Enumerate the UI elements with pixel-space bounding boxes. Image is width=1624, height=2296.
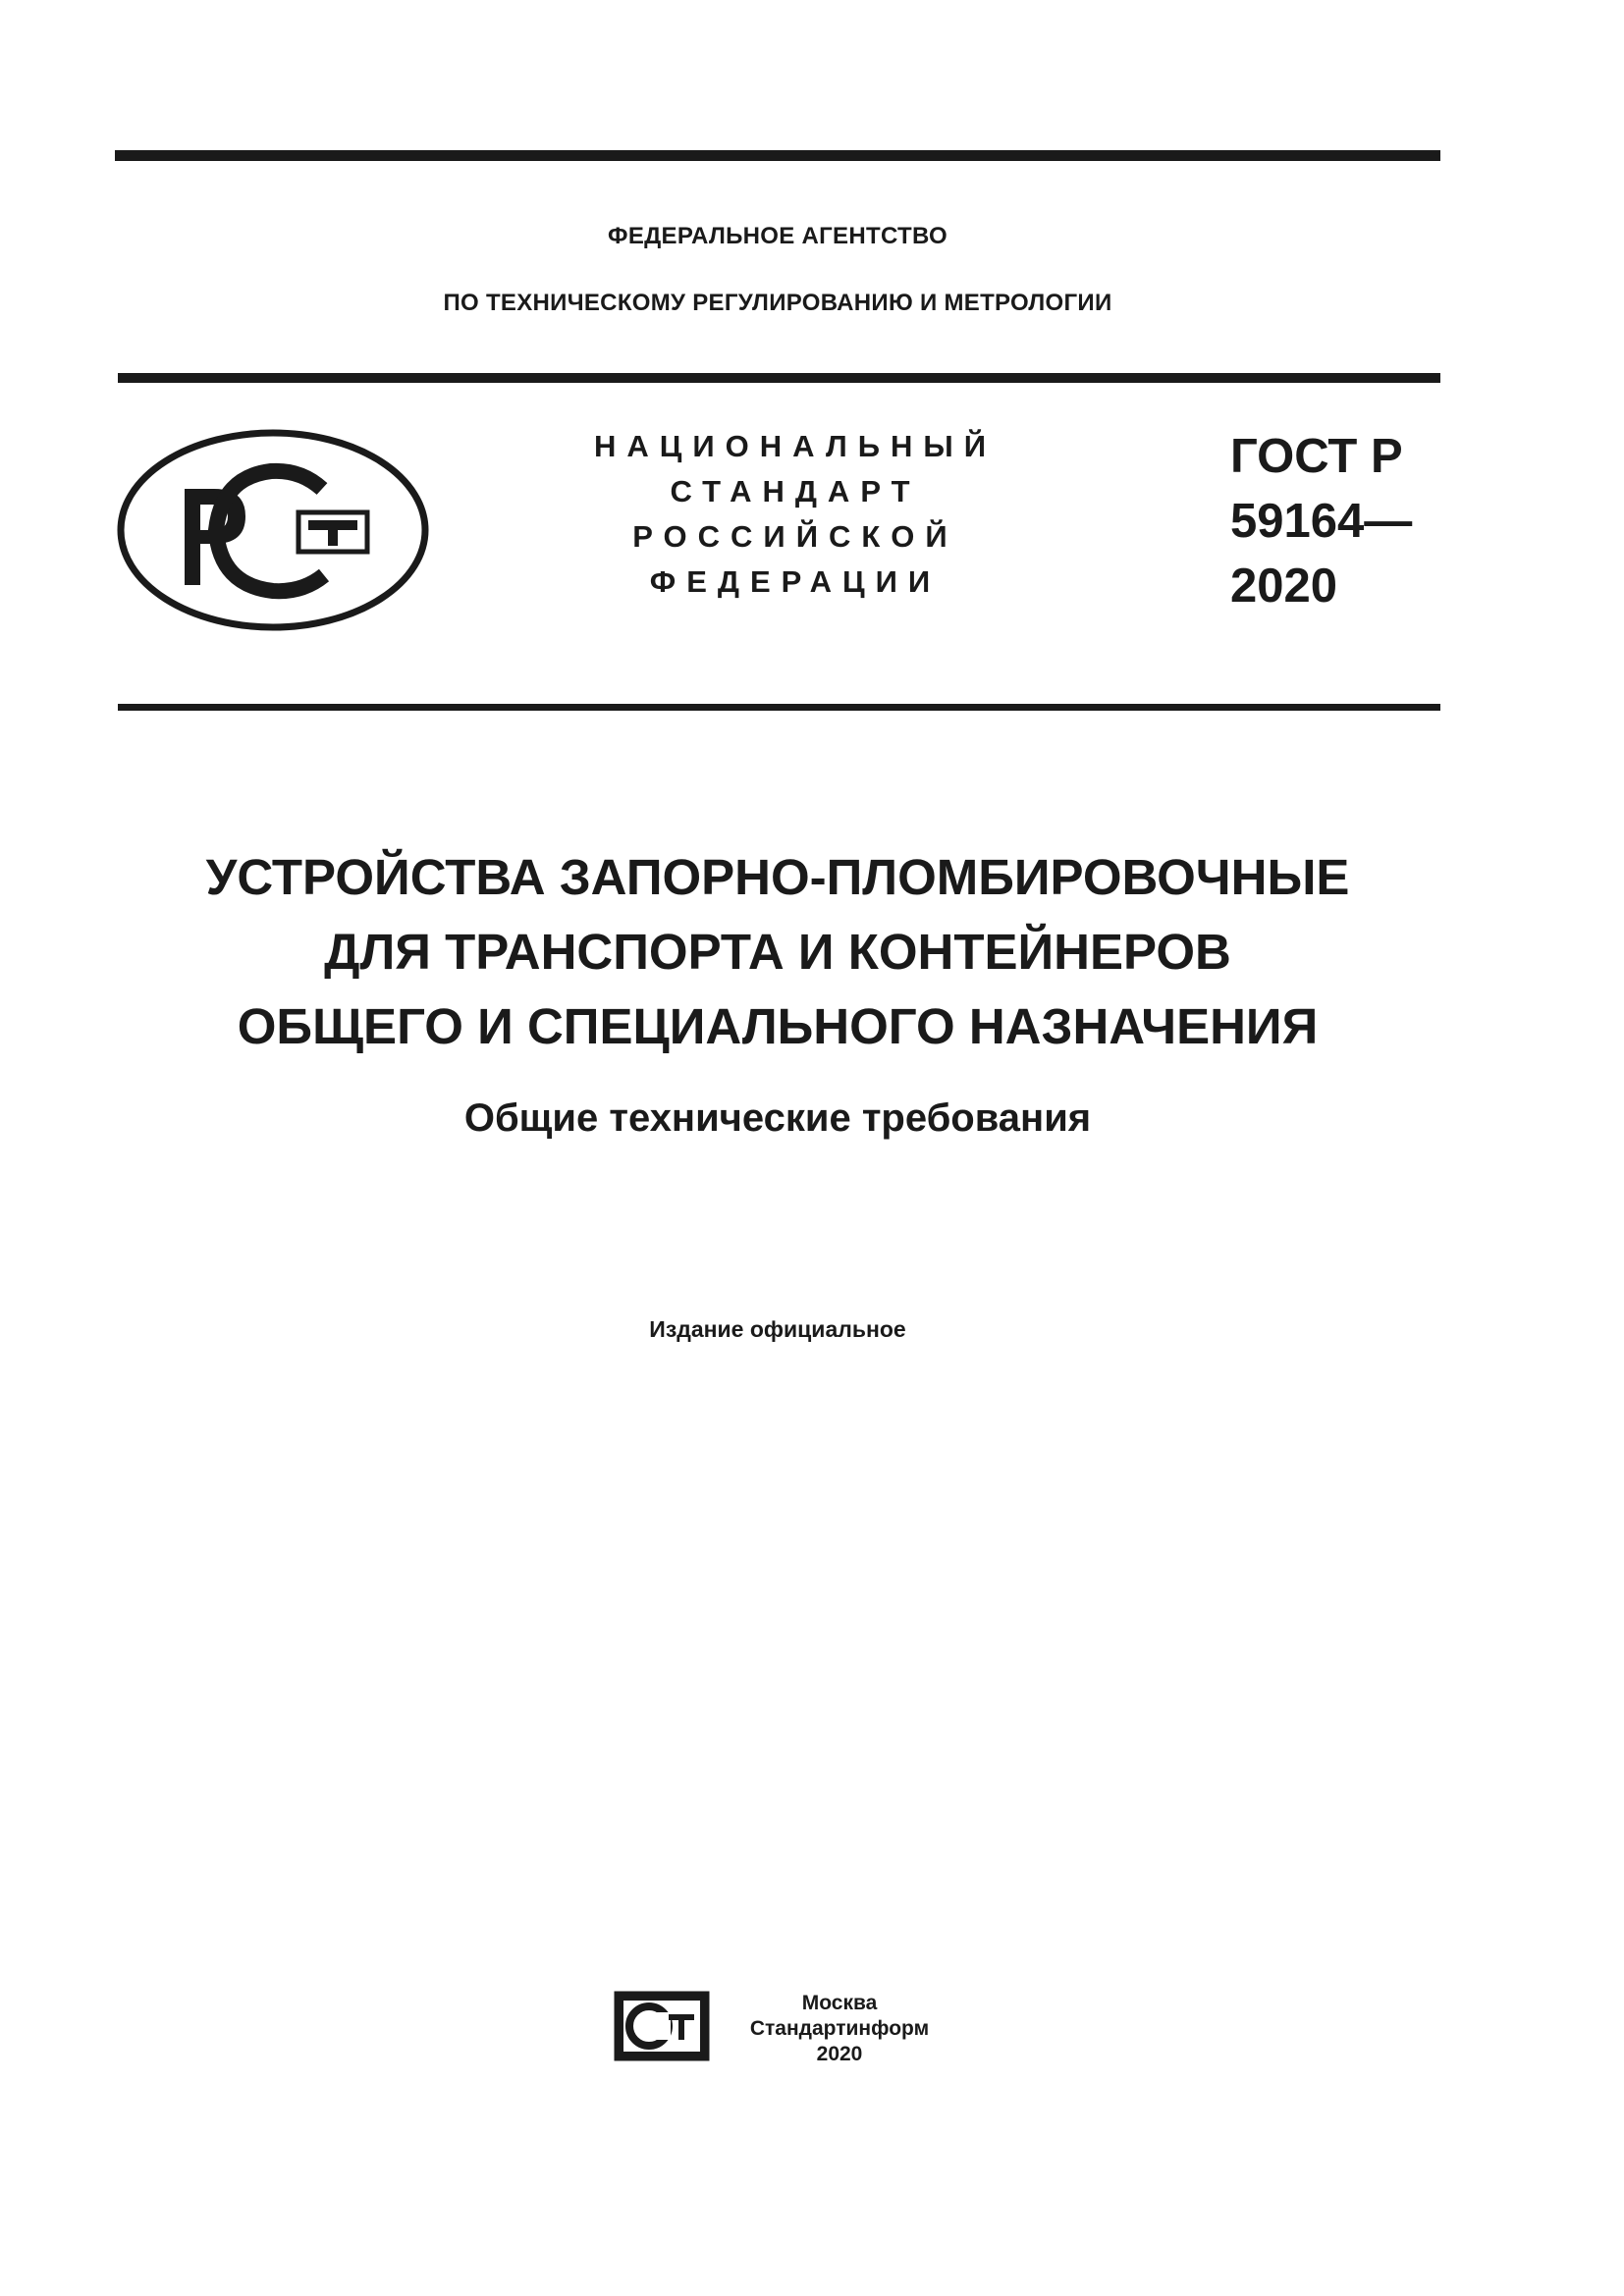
publisher-year: 2020: [816, 2043, 863, 2065]
national-standard-block: [550, 424, 1041, 605]
title-line: ДЛЯ ТРАНСПОРТА И КОНТЕЙНЕРОВ: [324, 924, 1231, 980]
national-standard-line: ФЕДЕРАЦИИ: [649, 564, 942, 599]
agency-line-1: ФЕДЕРАЛЬНОЕ АГЕНТСТВО: [608, 223, 947, 249]
document-subtitle: Общие технические требования: [463, 1096, 1092, 1140]
designation-line-2: 59164—: [1230, 495, 1413, 548]
designation-line-3: 2020: [1230, 560, 1338, 613]
edition-label: Издание официальное: [649, 1316, 906, 1342]
publisher-city: Москва: [801, 1992, 878, 2014]
agency-line-2: ПО ТЕХНИЧЕСКОМУ РЕГУЛИРОВАНИЮ И МЕТРОЛОГИИ: [443, 290, 1112, 316]
bottom-rule: [118, 704, 1440, 711]
rst-emblem-icon: [116, 428, 430, 632]
publisher-block: [727, 1991, 952, 2067]
designation-line-1: ГОСТ Р: [1230, 430, 1403, 483]
middle-rule: [118, 373, 1440, 383]
national-standard-line: НАЦИОНАЛЬНЫЙ: [593, 429, 998, 463]
title-line: ОБЩЕГО И СПЕЦИАЛЬНОГО НАЗНАЧЕНИЯ: [237, 998, 1319, 1054]
title-line: УСТРОЙСТВА ЗАПОРНО-ПЛОМБИРОВОЧНЫЕ: [205, 849, 1350, 905]
national-standard-line: СТАНДАРТ: [670, 474, 921, 508]
standard-designation: [1230, 424, 1412, 618]
standartinform-logo-icon: [614, 1991, 710, 2061]
top-rule: [115, 150, 1440, 161]
publisher-name: Стандартинформ: [749, 2017, 930, 2040]
document-title: [0, 840, 1555, 1064]
national-standard-line: РОССИЙСКОЙ: [632, 519, 958, 554]
